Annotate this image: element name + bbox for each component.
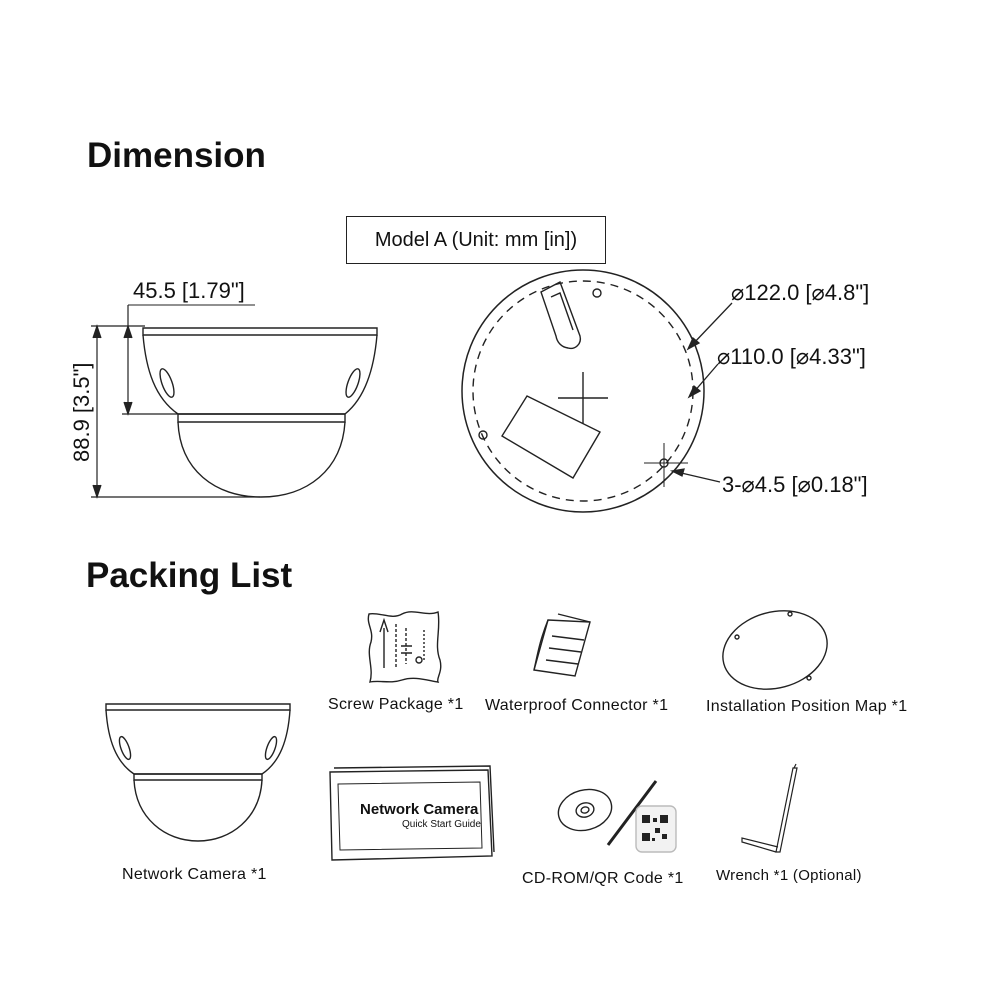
packing-list-heading: Packing List xyxy=(86,556,293,595)
height-dimension xyxy=(91,305,260,497)
diameter-leaders xyxy=(672,303,732,482)
guide-title: Network Camera xyxy=(360,801,479,818)
guide-subtitle: Quick Start Guide xyxy=(402,819,481,830)
cd-rom-label: CD-ROM/QR Code *1 xyxy=(522,870,684,887)
waterproof-connector-icon xyxy=(534,614,590,676)
height-label: 88.9 [3.5"] xyxy=(69,362,94,462)
outer-diameter-label: ⌀122.0 [⌀4.8"] xyxy=(731,280,870,305)
width-label: 45.5 [1.79"] xyxy=(133,278,245,303)
position-map-icon xyxy=(714,600,836,701)
screw-package-icon xyxy=(368,612,440,682)
position-map-label: Installation Position Map *1 xyxy=(706,698,908,715)
wrench-icon xyxy=(742,764,797,852)
dimension-heading: Dimension xyxy=(87,136,266,175)
packing-camera-icon xyxy=(106,704,290,841)
camera-side-view xyxy=(143,328,377,497)
camera-top-view xyxy=(462,270,704,512)
cd-rom-icon xyxy=(554,784,617,837)
waterproof-connector-label: Waterproof Connector *1 xyxy=(485,697,669,714)
model-label: Model A (Unit: mm [in]) xyxy=(374,228,578,251)
hole-label: 3-⌀4.5 [⌀0.18"] xyxy=(722,472,868,497)
screw-package-label: Screw Package *1 xyxy=(328,696,464,713)
network-camera-label: Network Camera *1 xyxy=(122,866,267,883)
wrench-label: Wrench *1 (Optional) xyxy=(716,867,862,884)
inner-diameter-label: ⌀110.0 [⌀4.33"] xyxy=(717,344,866,369)
qr-code-icon xyxy=(636,806,676,852)
